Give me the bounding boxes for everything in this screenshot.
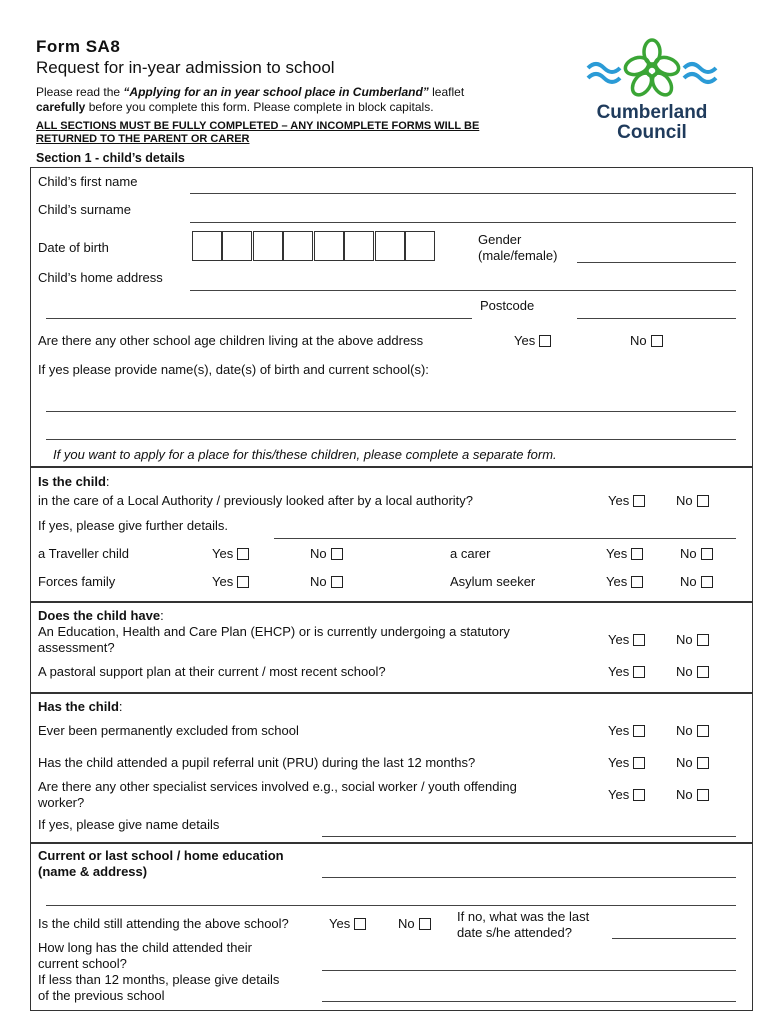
checkbox[interactable] — [331, 548, 343, 560]
still-attending-yes-option[interactable]: Yes — [329, 916, 366, 931]
still-attending-question: Is the child still attending the above school? — [38, 916, 289, 931]
asylum-no-option[interactable]: No — [680, 574, 713, 589]
is-the-child-heading: Is the child: — [38, 474, 110, 489]
checkbox[interactable] — [701, 548, 713, 560]
how-long-label: How long has the child attended their — [38, 940, 252, 955]
checkbox[interactable] — [237, 576, 249, 588]
does-the-child-have-heading: Does the child have: — [38, 608, 164, 623]
dob-cell[interactable] — [405, 231, 435, 261]
address-field[interactable] — [190, 290, 736, 291]
address-label: Child’s home address — [38, 270, 163, 285]
checkbox[interactable] — [697, 666, 709, 678]
logo-text-council: Council — [617, 122, 687, 143]
checkbox[interactable] — [697, 789, 709, 801]
excluded-yes-option[interactable]: Yes — [608, 723, 645, 738]
dob-cell[interactable] — [314, 231, 344, 261]
has-the-child-heading: Has the child: — [38, 699, 123, 714]
previous-school-field[interactable] — [322, 1001, 736, 1002]
traveller-label: a Traveller child — [38, 546, 130, 561]
pastoral-yes-option[interactable]: Yes — [608, 664, 645, 679]
current-school-label-cont: (name & address) — [38, 864, 148, 879]
dob-cell[interactable] — [283, 231, 313, 261]
flower-waves-icon — [582, 38, 722, 100]
further-details-label: If yes, please give further details. — [38, 518, 229, 533]
gender-label: Gender — [478, 232, 522, 247]
checkbox[interactable] — [633, 789, 645, 801]
la-care-no-option[interactable]: No — [676, 493, 709, 508]
checkbox[interactable] — [237, 548, 249, 560]
specialist-question: Are there any other specialist services involved e.g., social worker / youth offending — [38, 779, 517, 794]
how-long-label-3: If less than 12 months, please give details — [38, 972, 280, 987]
checkbox[interactable] — [633, 666, 645, 678]
pastoral-no-option[interactable]: No — [676, 664, 709, 679]
how-long-field[interactable] — [322, 970, 736, 971]
pru-question: Has the child attended a pupil referral unit (PRU) during the last 12 months? — [38, 755, 476, 770]
section-1-heading: Section 1 - child’s details — [36, 151, 185, 165]
ehcp-question: An Education, Health and Care Plan (EHCP) or is currently undergoing a statutory — [38, 624, 510, 639]
siblings-details-field[interactable] — [46, 411, 736, 412]
name-details-label: If yes, please give name details — [38, 817, 220, 832]
ehcp-no-option[interactable]: No — [676, 632, 709, 647]
forces-no-option[interactable]: No — [310, 574, 343, 589]
current-school-label: Current or last school / home education — [38, 848, 284, 863]
ehcp-yes-option[interactable]: Yes — [608, 632, 645, 647]
dob-label: Date of birth — [38, 240, 109, 255]
checkbox[interactable] — [539, 335, 551, 347]
last-date-label: If no, what was the last — [457, 909, 590, 924]
checkbox[interactable] — [631, 548, 643, 560]
checkbox[interactable] — [701, 576, 713, 588]
checkbox[interactable] — [697, 634, 709, 646]
logo-text-cumberland: Cumberland — [596, 102, 708, 123]
still-attending-no-option[interactable]: No — [398, 916, 431, 931]
first-name-field[interactable] — [190, 193, 736, 194]
dob-cell[interactable] — [222, 231, 252, 261]
current-school-field-2[interactable] — [46, 905, 736, 906]
specialist-no-option[interactable]: No — [676, 787, 709, 802]
pastoral-question: A pastoral support plan at their current / most recent school? — [38, 664, 386, 679]
dob-cell[interactable] — [375, 231, 405, 261]
siblings-no-option[interactable]: No — [630, 333, 663, 348]
cumberland-council-logo — [582, 38, 722, 143]
last-date-field[interactable] — [612, 938, 736, 939]
la-care-yes-option[interactable]: Yes — [608, 493, 645, 508]
checkbox[interactable] — [697, 495, 709, 507]
checkbox[interactable] — [354, 918, 366, 930]
is-the-child-section — [30, 467, 753, 602]
siblings-details-field-2[interactable] — [46, 439, 736, 440]
name-details-field[interactable] — [322, 836, 736, 837]
pru-no-option[interactable]: No — [676, 755, 709, 770]
how-long-label-2: current school? — [38, 956, 127, 971]
checkbox[interactable] — [633, 757, 645, 769]
siblings-yes-option[interactable]: Yes — [514, 333, 551, 348]
traveller-no-option[interactable]: No — [310, 546, 343, 561]
current-school-field[interactable] — [322, 877, 736, 878]
surname-label: Child’s surname — [38, 202, 131, 217]
ehcp-question-cont: assessment? — [38, 640, 115, 655]
separate-form-note: If you want to apply for a place for this/these children, please complete a separate form. — [53, 447, 557, 462]
checkbox[interactable] — [697, 725, 709, 737]
further-details-field[interactable] — [274, 538, 736, 539]
gender-label-hint: (male/female) — [478, 248, 558, 263]
postcode-field[interactable] — [577, 318, 736, 319]
checkbox[interactable] — [419, 918, 431, 930]
traveller-yes-option[interactable]: Yes — [212, 546, 249, 561]
checkbox[interactable] — [697, 757, 709, 769]
siblings-question: Are there any other school age children living at the above address — [38, 333, 424, 348]
dob-cell[interactable] — [344, 231, 374, 261]
dob-cell[interactable] — [192, 231, 222, 261]
siblings-details-label: If yes please provide name(s), date(s) of birth and current school(s): — [38, 362, 429, 377]
specialist-question-cont: worker? — [38, 795, 85, 810]
postcode-label: Postcode — [480, 298, 535, 313]
last-date-label-cont: date s/he attended? — [457, 925, 572, 940]
excluded-no-option[interactable]: No — [676, 723, 709, 738]
how-long-label-4: of the previous school — [38, 988, 165, 1003]
checkbox[interactable] — [633, 725, 645, 737]
checkbox[interactable] — [651, 335, 663, 347]
incomplete-warning: ALL SECTIONS MUST BE FULLY COMPLETED – ANY INCOMPLETE FORMS WILL BE RETURNED TO THE PARENT OR CARER — [36, 120, 480, 145]
asylum-label: Asylum seeker — [450, 574, 536, 589]
checkbox[interactable] — [331, 576, 343, 588]
checkbox[interactable] — [631, 576, 643, 588]
specialist-yes-option[interactable]: Yes — [608, 787, 645, 802]
address-field-line-2[interactable] — [46, 318, 472, 319]
forces-yes-option[interactable]: Yes — [212, 574, 249, 589]
carer-yes-option[interactable]: Yes — [606, 546, 643, 561]
form-title: Form SA8 — [36, 37, 121, 56]
child-details-section — [30, 167, 753, 467]
surname-field[interactable] — [190, 222, 736, 223]
carer-no-option[interactable]: No — [680, 546, 713, 561]
la-care-question: in the care of a Local Authority / previously looked after by a local authority? — [38, 493, 474, 508]
carer-label: a carer — [450, 546, 491, 561]
first-name-label: Child’s first name — [38, 174, 138, 189]
gender-field[interactable] — [577, 262, 736, 263]
excluded-question: Ever been permanently excluded from school — [38, 723, 299, 738]
form-subtitle: Request for in-year admission to school — [36, 58, 335, 77]
intro-text: Please read the “Applying for an in year school place in Cumberland” leaflet carefully before you complete this form. Please complete in block capitals. — [36, 85, 465, 114]
checkbox[interactable] — [633, 495, 645, 507]
dob-cell[interactable] — [253, 231, 283, 261]
pru-yes-option[interactable]: Yes — [608, 755, 645, 770]
asylum-yes-option[interactable]: Yes — [606, 574, 643, 589]
checkbox[interactable] — [633, 634, 645, 646]
forces-label: Forces family — [38, 574, 116, 589]
